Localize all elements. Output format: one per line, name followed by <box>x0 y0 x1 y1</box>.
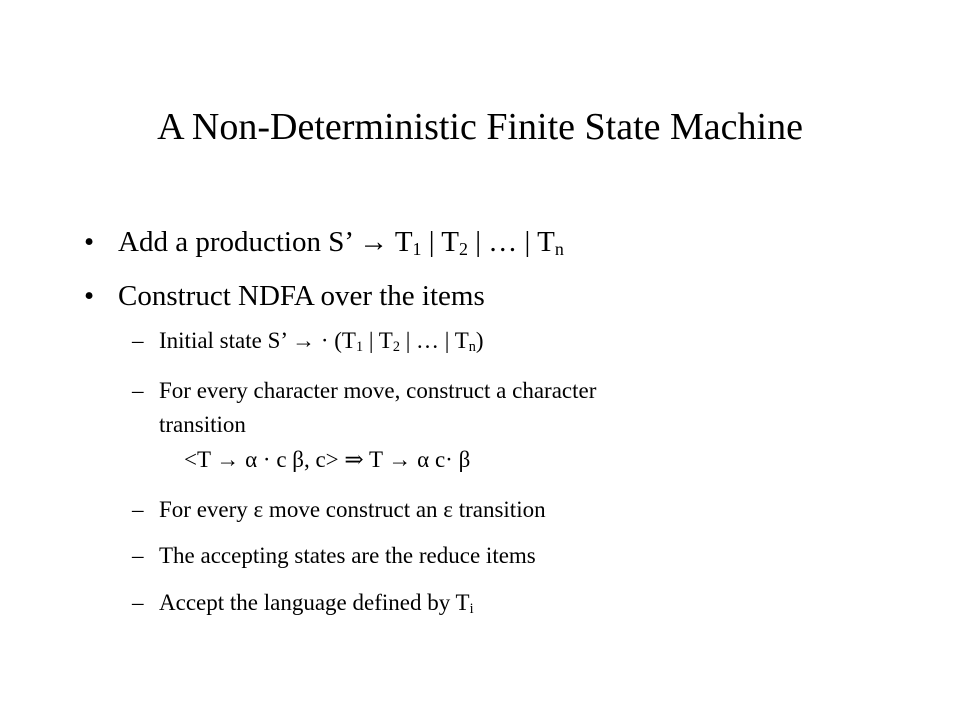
subitem-text: For every character move, construct a character <box>159 378 597 403</box>
bullet-marker: • <box>84 226 95 258</box>
subitem-text: Accept the language defined by $T_i$ <box>159 590 474 618</box>
subitem-character-move-cont: transition <box>159 412 246 437</box>
bullet-add-production <box>84 224 564 260</box>
subitem-accept-language <box>132 589 474 617</box>
subitem-transition-formula: <T → α · c β, c> ⇒ T → α c· β <box>184 447 471 472</box>
sub-marker: – <box>132 543 144 568</box>
subitem-epsilon-move <box>132 496 546 524</box>
subitem-initial-state <box>132 327 484 355</box>
bullet-text: Add a production S’ → $T_1$ | $T_2$ | … | $T_n$ <box>118 226 564 259</box>
subitem-accepting-states <box>132 542 536 570</box>
subitem-text: For every ε move construct an ε transition <box>159 497 546 522</box>
bullet-construct-ndfa <box>84 278 485 314</box>
subitem-text: Initial state S’ → · ($T_1$ | $T_2$ | … | $T_n$) <box>159 328 484 356</box>
sub-marker: – <box>132 328 144 353</box>
subitem-character-move <box>132 377 596 405</box>
page-title: A Non-Deterministic Finite State Machine <box>157 106 803 148</box>
bullet-text: Construct NDFA over the items <box>118 280 485 312</box>
sub-marker: – <box>132 590 144 615</box>
sub-marker: – <box>132 378 144 403</box>
bullet-marker: • <box>84 280 95 312</box>
sub-marker: – <box>132 497 144 522</box>
subitem-text: The accepting states are the reduce items <box>159 543 536 568</box>
